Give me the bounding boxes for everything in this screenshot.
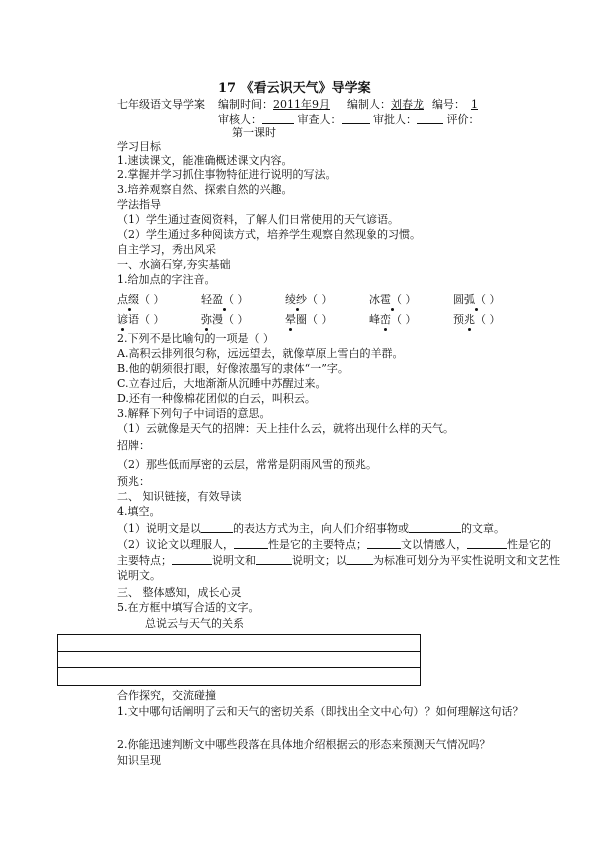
pinyin-item: 弥漫（ ） — [201, 313, 249, 326]
objectives-heading: 学习目标 — [117, 140, 161, 153]
method-item: （1）学生通过查阅资料，了解人们日常使用的天气谚语。 — [117, 213, 399, 226]
page-title: 17 《看云识天气》导学案 — [218, 81, 371, 96]
answer-box-rule — [58, 667, 420, 668]
pinyin-item: 峰峦（ ） — [369, 313, 417, 326]
method-heading: 学法指导 — [117, 198, 161, 211]
section-1-heading: 一、水滴石穿,夯实基础 — [117, 258, 231, 271]
approver-label: 审批人： — [373, 113, 417, 126]
section-3-heading: 三、 整体感知，成长心灵 — [117, 586, 242, 599]
pinyin-item: 冰雹（ ） — [369, 293, 417, 306]
review-row — [218, 112, 480, 127]
cooperate-question-1: 1.文中哪句话阐明了云和天气的密切关系（即找出全文中心句）？如何理解这句话？ — [117, 705, 524, 718]
question-5: 5.在方框中填写合适的文字。 — [117, 601, 260, 614]
emphasis-dot — [205, 328, 208, 331]
number-label: 编号： — [432, 98, 465, 111]
pinyin-item: 圆弧（ ） — [453, 293, 501, 306]
q3-label-2: 预兆： — [117, 475, 150, 488]
pinyin-item: 晕圈（ ） — [285, 313, 333, 326]
q4-line-3: 主要特点； 说明文和 说明文；以 为标准可划分为平实性说明文和文艺性 — [117, 554, 560, 567]
question-3: 3.解释下列句子中词语的意思。 — [117, 407, 271, 420]
emphasis-dot — [296, 308, 299, 311]
cooperate-question-2: 2.你能迅速判断文中哪些段落在具体地介绍根据云的形态来预测天气情况吗？ — [117, 738, 491, 751]
grade-label: 七年级语文导学案 — [117, 98, 205, 111]
answer-box-rule — [58, 651, 420, 652]
objective-item: 2.掌握并学习抓住事物特征进行说明的写法。 — [117, 168, 337, 181]
emphasis-dot — [121, 328, 124, 331]
q4-line-1: （1）说明文是以 的表达方式为主，向人们介绍事物或 的文章。 — [117, 522, 505, 535]
author-label: 编制人： — [347, 98, 391, 111]
emphasis-dot — [384, 328, 387, 331]
question-1: 1.给加点的字注音。 — [117, 273, 216, 286]
answer-box[interactable] — [57, 634, 421, 686]
question-2: 2.下列不是比喻句的一项是（ ） — [117, 332, 274, 345]
self-study-heading: 自主学习，秀出风采 — [117, 243, 216, 256]
method-item: （2）学生通过多种阅读方式，培养学生观察自然现象的习惯。 — [117, 228, 421, 241]
cooperate-heading: 合作探究，交流碰撞 — [117, 689, 216, 702]
objective-item: 3.培养观察自然、探索自然的兴趣。 — [117, 183, 293, 196]
pinyin-item: 谚语（ ） — [117, 313, 165, 326]
date-label: 编制时间： — [218, 98, 273, 111]
emphasis-dot — [289, 328, 292, 331]
checker-label: 审查人： — [297, 113, 342, 126]
q3-item-2: （2）那些低而厚密的云层，常常是阴雨风雪的预兆。 — [117, 458, 377, 471]
section-2-heading: 二、 知识链接，有效导读 — [117, 490, 242, 503]
q4-line-2: （2）议论文以理服人， 性是它的主要特点； 文以情感人， 性是它的 — [117, 538, 551, 551]
reviewer-label: 审核人： — [218, 113, 262, 126]
emphasis-dot — [475, 308, 478, 311]
date-field — [218, 98, 330, 112]
date-value: 2011年9月 — [273, 98, 330, 111]
q5-caption: 总说云与天气的关系 — [145, 617, 244, 630]
q3-label-1: 招牌： — [117, 439, 150, 452]
pinyin-item: 轻盈（ ） — [201, 293, 249, 306]
question-4: 4.填空。 — [117, 505, 161, 518]
q4-line-4: 说明文。 — [117, 569, 161, 582]
rating-label: 评价： — [446, 113, 480, 126]
option-a: A.高积云排列很匀称，远远望去，就像草原上雪白的羊群。 — [117, 347, 404, 360]
emphasis-dot — [391, 308, 394, 311]
objective-item: 1.速读课文，能准确概述课文内容。 — [117, 154, 293, 167]
knowledge-heading: 知识呈现 — [117, 754, 161, 767]
author-field — [347, 98, 424, 112]
option-b: B.他的朝须很打眼，好像浓墨写的隶体“一”字。 — [117, 362, 349, 375]
option-c: C.立春过后，大地渐渐从沉睡中苏醒过来。 — [117, 377, 327, 390]
lesson-label: 第一课时 — [232, 126, 276, 139]
number-value: 1 — [471, 98, 478, 111]
pinyin-item: 点缀（ ） — [117, 293, 165, 306]
emphasis-dot — [128, 308, 131, 311]
emphasis-dot — [223, 308, 226, 311]
number-field — [432, 98, 484, 112]
pinyin-item: 预兆（ ） — [453, 313, 501, 326]
q3-item-1: （1）云就像是天气的招牌：天上挂什么云，就将出现什么样的天气。 — [117, 422, 454, 435]
option-d: D.还有一种像棉花团似的白云，叫积云。 — [117, 392, 316, 405]
emphasis-dot — [468, 328, 471, 331]
author-value: 刘春龙 — [391, 98, 424, 111]
pinyin-item: 绫纱（ ） — [285, 293, 333, 306]
